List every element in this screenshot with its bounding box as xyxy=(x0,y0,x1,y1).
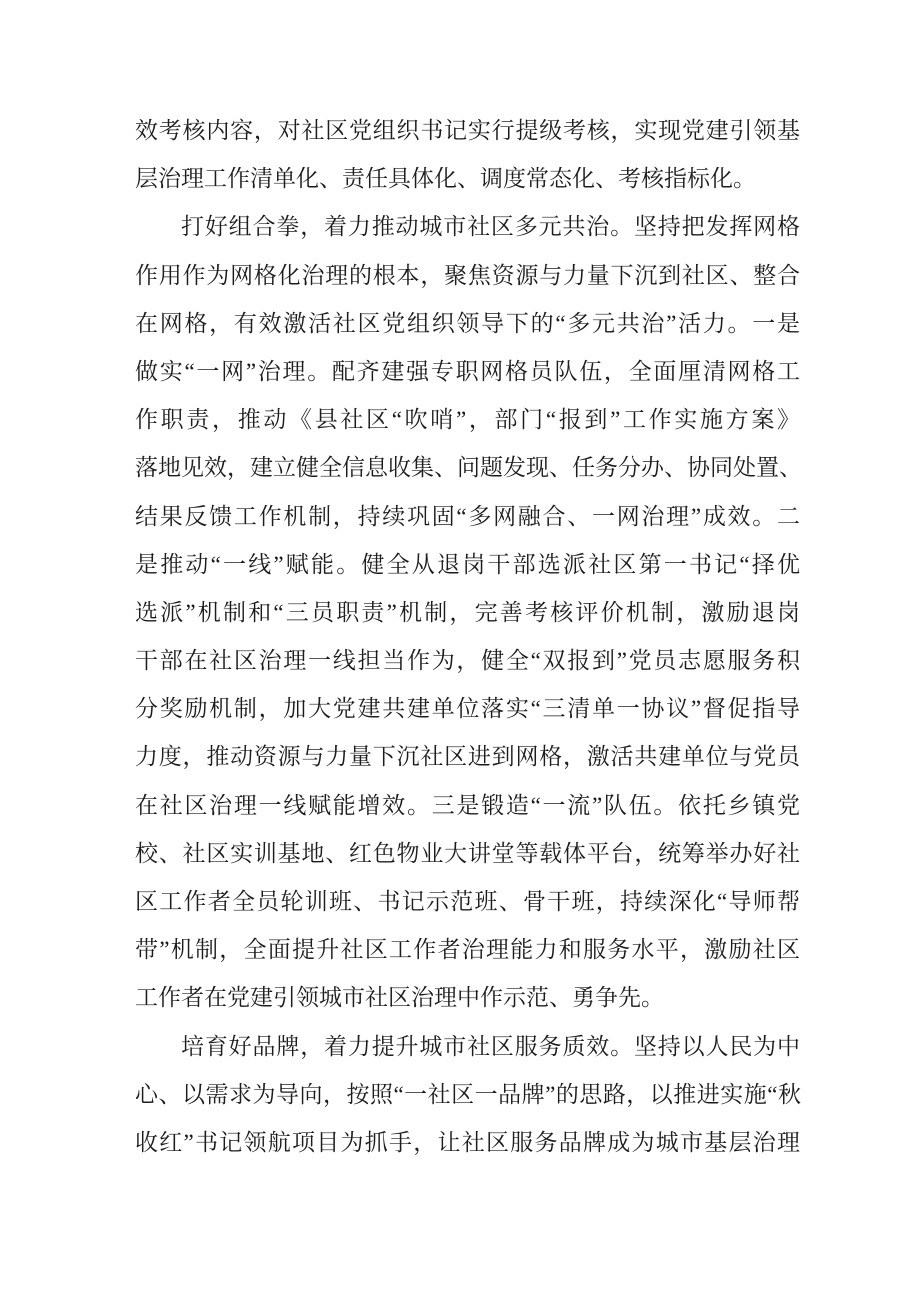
text-block xyxy=(135,107,800,1167)
text-line: 工作者在党建引领城市社区治理中作示范、勇争先。 xyxy=(135,985,664,1011)
text-line: 落地见效，建立健全信息收集、问题发现、任务分办、协同处置、 xyxy=(135,455,802,481)
text-line: 效考核内容，对社区党组织书记实行提级考核，实现党建引领基 xyxy=(135,118,800,143)
text-line: 校、社区实训基地、红色物业大讲堂等载体平台，统筹举办好社 xyxy=(135,840,800,866)
text-line: 作用作为网格化治理的根本，聚焦资源与力量下沉到社区、整合 xyxy=(135,262,800,288)
text-line: 做实“一网”治理。配齐建强专职网格员队伍，全面厘清网格工 xyxy=(135,358,800,384)
text-line: 带”机制，全面提升社区工作者治理能力和服务水平，激励社区 xyxy=(135,937,800,963)
text-line: 收红”书记领航项目为抓手，让社区服务品牌成为城市基层治理 xyxy=(135,1129,800,1155)
text-line: 结果反馈工作机制，持续巩固“多网融合、一网治理”成效。二 xyxy=(135,503,800,529)
text-line: 力度，推动资源与力量下沉社区进到网格，激活共建单位与党员 xyxy=(135,744,800,770)
text-line: 干部在社区治理一线担当作为，健全“双报到”党员志愿服务积 xyxy=(135,648,800,674)
text-line: 选派”机制和“三员职责”机制，完善考核评价机制，激励退岗 xyxy=(135,599,800,625)
text-line: 分奖励机制，加大党建共建单位落实“三清单一协议”督促指导 xyxy=(135,696,800,722)
text-line: 培育好品牌，着力提升城市社区服务质效。坚持以人民为中 xyxy=(181,1033,800,1059)
text-line: 打好组合拳，着力推动城市社区多元共治。坚持把发挥网格 xyxy=(181,214,800,240)
text-line: 区工作者全员轮训班、书记示范班、骨干班，持续深化“导师帮 xyxy=(135,889,800,914)
text-line: 作职责，推动《县社区“吹哨”，部门“报到”工作实施方案》 xyxy=(135,407,800,433)
text-line: 在网格，有效激活社区党组织领导下的“多元共治”活力。一是 xyxy=(135,310,800,336)
text-line: 层治理工作清单化、责任具体化、调度常态化、考核指标化。 xyxy=(135,166,756,192)
text-line: 心、以需求为导向，按照“一社区一品牌”的思路，以推进实施“秋 xyxy=(135,1081,800,1107)
text-line: 在社区治理一线赋能增效。三是锻造“一流”队伍。依托乡镇党 xyxy=(135,792,800,818)
text-line: 是推动“一线”赋能。健全从退岗干部选派社区第一书记“择优 xyxy=(135,551,800,577)
